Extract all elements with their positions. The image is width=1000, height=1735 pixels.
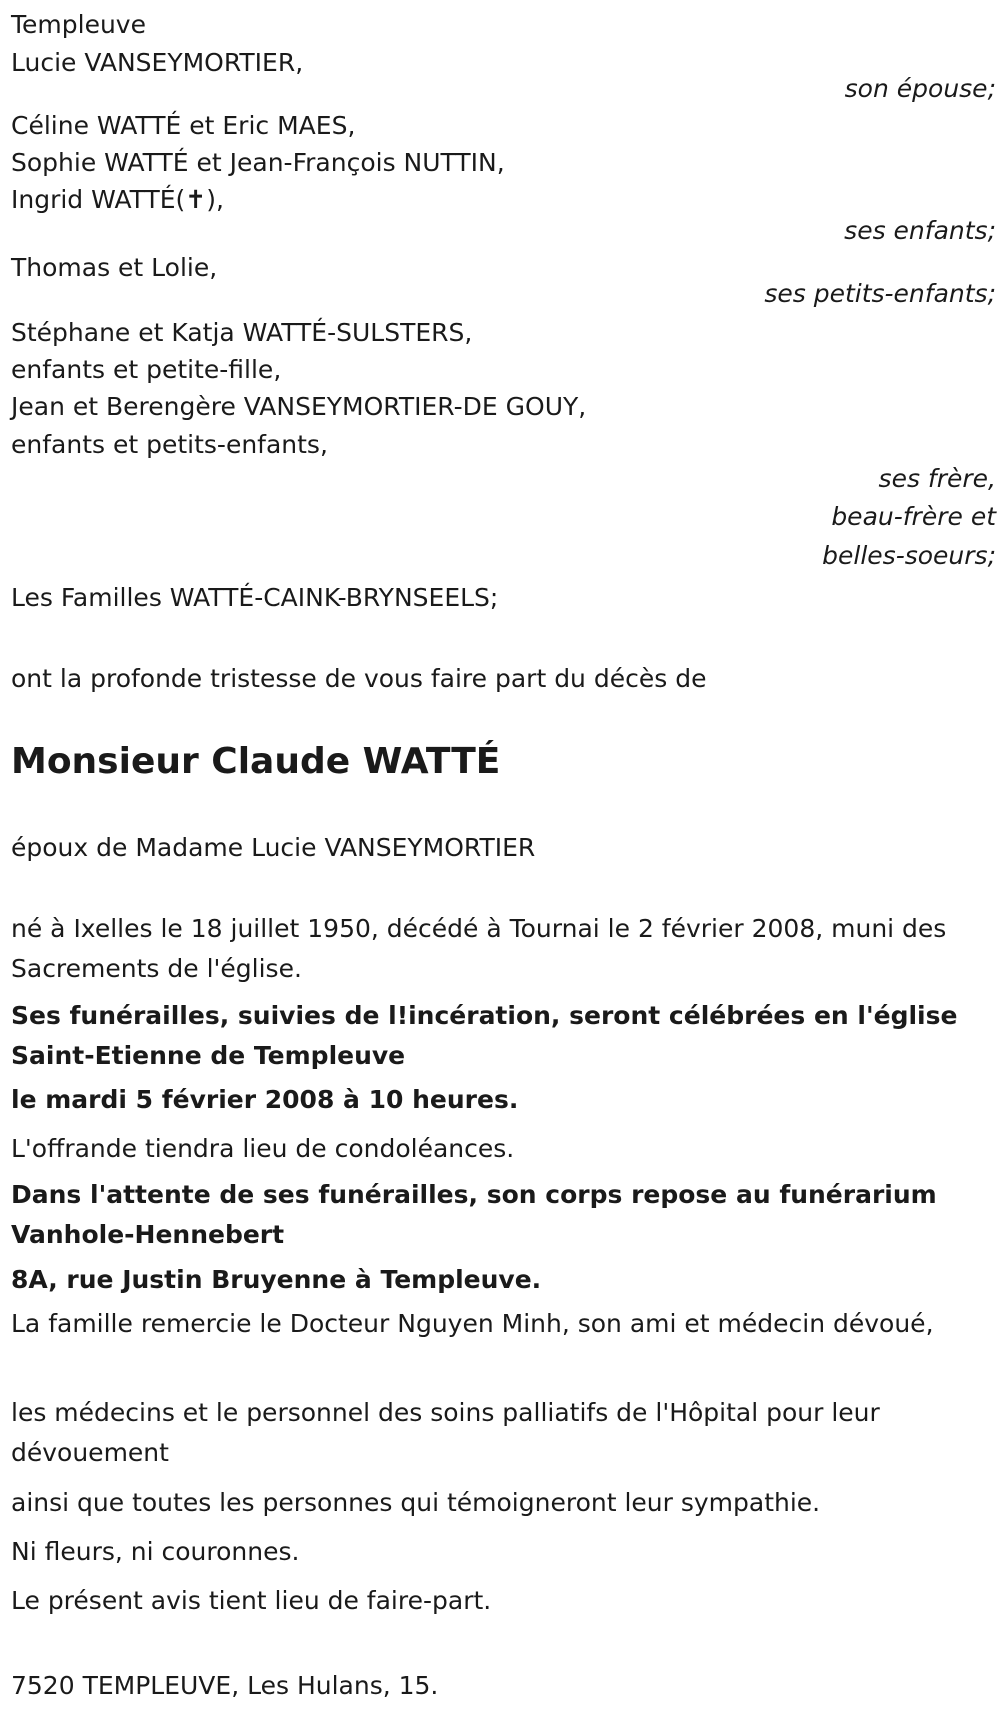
- offering-line: L'offrande tiendra lieu de condoléances.: [11, 1134, 515, 1163]
- grandchildren-names: Thomas et Lolie,: [11, 253, 218, 282]
- sibling-line-3: Jean et Berengère VANSEYMORTIER-DE GOUY,: [11, 392, 587, 421]
- siblings-role-2: beau-frère et: [831, 502, 996, 531]
- spouse-of-line: époux de Madame Lucie VANSEYMORTIER: [11, 833, 536, 862]
- child-line-1: Céline WATTÉ et Eric MAES,: [11, 111, 356, 140]
- families-line: Les Familles WATTÉ-CAINK-BRYNSEELS;: [11, 583, 499, 612]
- repose-address: 8A, rue Justin Bruyenne à Templeuve.: [11, 1265, 542, 1294]
- intro-line: ont la profonde tristesse de vous faire part du décès de: [11, 664, 707, 693]
- grandchildren-role: ses petits-enfants;: [764, 279, 996, 308]
- child-line-3: Ingrid WATTÉ(✝),: [11, 185, 224, 214]
- siblings-role-3: belles-soeurs;: [822, 541, 996, 570]
- spouse-role: son épouse;: [844, 74, 996, 103]
- thanks-paragraph-1: La famille remercie le Docteur Nguyen Minh, son ami et médecin dévoué,: [11, 1309, 934, 1338]
- funeral-paragraph: Ses funérailles, suivies de l!incération, seront célébrées en l'église Saint-Etienne de Templeuve: [11, 1001, 958, 1070]
- no-flowers-line: Ni fleurs, ni couronnes.: [11, 1537, 300, 1566]
- thanks-paragraph-3: ainsi que toutes les personnes qui témoigneront leur sympathie.: [11, 1488, 821, 1517]
- spouse-name: Lucie VANSEYMORTIER,: [11, 48, 304, 77]
- notice-line: Le présent avis tient lieu de faire-part.: [11, 1586, 492, 1615]
- sibling-line-2: enfants et petite-fille,: [11, 355, 282, 384]
- sibling-line-4: enfants et petits-enfants,: [11, 430, 328, 459]
- children-role: ses enfants;: [844, 216, 996, 245]
- repose-paragraph: Dans l'attente de ses funérailles, son corps repose au funérarium Vanhole-Hennebert: [11, 1180, 937, 1249]
- deceased-name: Monsieur Claude WATTÉ: [11, 741, 501, 782]
- birth-death-paragraph: né à Ixelles le 18 juillet 1950, décédé à Tournai le 2 février 2008, muni des Sacrements de l'église.: [11, 914, 947, 983]
- sibling-line-1: Stéphane et Katja WATTÉ-SULSTERS,: [11, 318, 473, 347]
- place-name: Templeuve: [11, 10, 146, 39]
- siblings-role-1: ses frère,: [878, 464, 996, 493]
- home-address: 7520 TEMPLEUVE, Les Hulans, 15.: [11, 1671, 439, 1700]
- thanks-paragraph-2: les médecins et le personnel des soins palliatifs de l'Hôpital pour leur dévouement: [11, 1398, 880, 1467]
- child-line-2: Sophie WATTÉ et Jean-François NUTTIN,: [11, 148, 505, 177]
- funeral-date: le mardi 5 février 2008 à 10 heures.: [11, 1085, 519, 1114]
